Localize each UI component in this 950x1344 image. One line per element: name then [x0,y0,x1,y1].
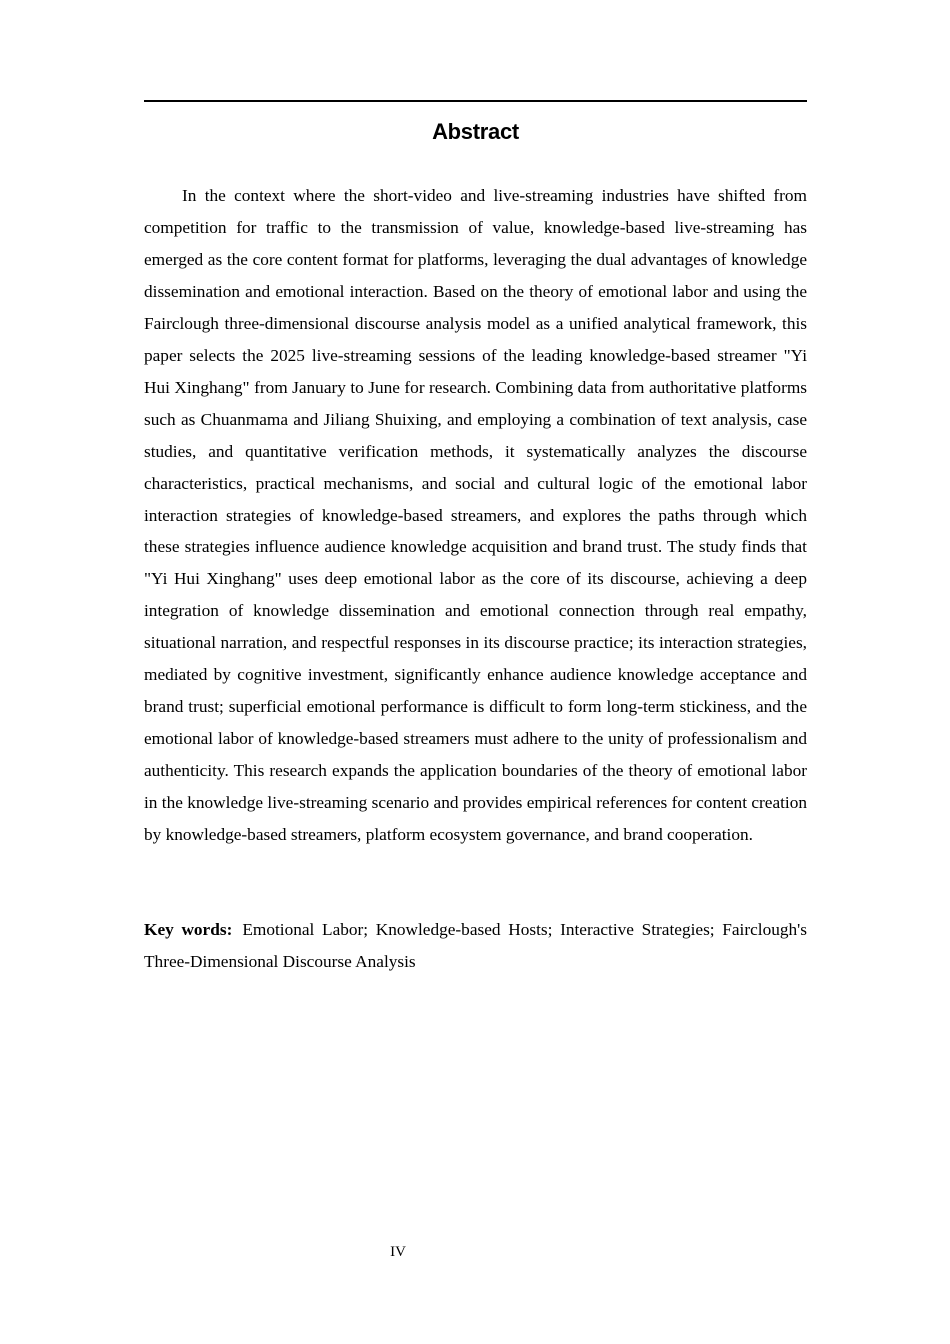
keywords-label: Key words: [144,920,233,939]
abstract-paragraph: In the context where the short-video and live-streaming industries have shifted from competition for traffic to the transmission of value, knowledge-based live-streaming has emerged as the core content format for platforms, leveraging the dual advantages of knowledge dissemination and emotional interaction. Based on the theory of emotional labor and using the Fairclough three-dimensional discourse analysis model as a unified analytical framework, this paper selects the 2025 live-streaming sessions of the leading knowledge-based streamer "Yi Hui Xinghang" from January to June for research. Combining data from authoritative platforms such as Chuanmama and Jiliang Shuixing, and employing a combination of text analysis, case studies, and quantitative verification methods, it systematically analyzes the discourse characteristics, practical mechanisms, and social and cultural logic of the emotional labor interaction strategies of knowledge-based streamers, and explores the paths through which these strategies influence audience knowledge acquisition and brand trust. The study finds that "Yi Hui Xinghang" uses deep emotional labor as the core of its discourse, achieving a deep integration of knowledge dissemination and emotional connection through real empathy, situational narration, and respectful responses in its discourse practice; its interaction strategies, mediated by cognitive investment, significantly enhance audience knowledge acceptance and brand trust; superficial emotional performance is difficult to form long-term stickiness, and the emotional labor of knowledge-based streamers must adhere to the unity of professionalism and authenticity. This research expands the application boundaries of the theory of emotional labor in the knowledge live-streaming scenario and provides empirical references for content creation by knowledge-based streamers, platform ecosystem governance, and brand cooperation. [144,186,807,845]
page-number: IV [390,1244,406,1260]
keywords-text: Emotional Labor; Knowledge-based Hosts; Interactive Strategies; Fairclough's Three-Dimensional Discourse Analysis [144,920,807,971]
keywords-line [144,914,807,978]
header-rule [144,100,807,102]
page-title: Abstract [432,119,519,144]
